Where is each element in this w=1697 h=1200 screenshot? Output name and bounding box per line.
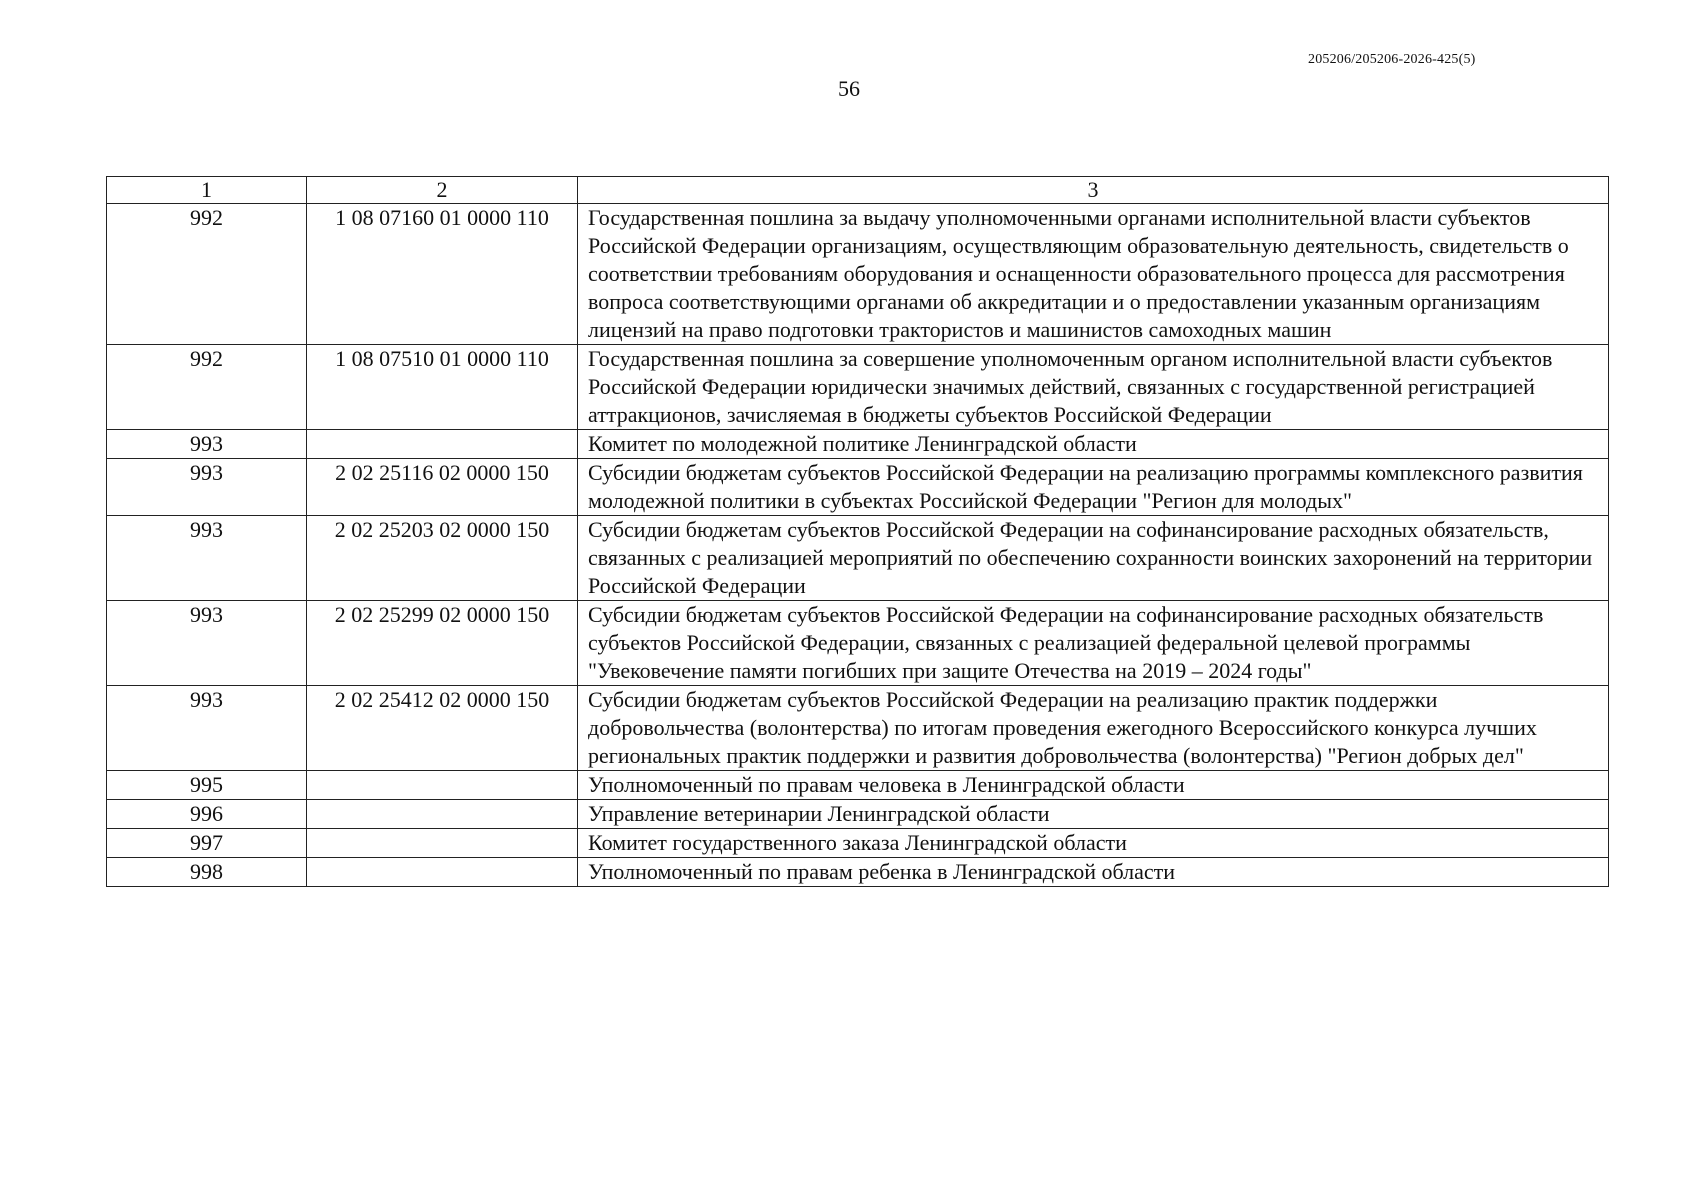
table-row xyxy=(107,516,1609,601)
table-row xyxy=(107,430,1609,459)
table-row xyxy=(107,800,1609,829)
admin-code-cell: 993 xyxy=(107,686,307,771)
budget-code-cell xyxy=(307,800,578,829)
name-cell: Субсидии бюджетам субъектов Российской Федерации на реализацию программы комплексного развития молодежной политики в субъектах Российской Федерации "Регион для молодых" xyxy=(578,459,1609,516)
document-id: 205206/205206-2026-425(5) xyxy=(1308,52,1476,67)
budget-code-cell: 2 02 25116 02 0000 150 xyxy=(307,459,578,516)
page-number: 56 xyxy=(838,76,860,101)
name-cell: Уполномоченный по правам ребенка в Ленинградской области xyxy=(578,858,1609,887)
admin-code-cell: 996 xyxy=(107,800,307,829)
table-row xyxy=(107,459,1609,516)
budget-code-cell: 2 02 25203 02 0000 150 xyxy=(307,516,578,601)
budget-code-cell xyxy=(307,430,578,459)
budget-code-cell: 1 08 07510 01 0000 110 xyxy=(307,345,578,430)
name-cell: Субсидии бюджетам субъектов Российской Федерации на софинансирование расходных обязательств, связанных с реализацией мероприятий по обеспечению сохранности воинских захоронений на территории Российской Федерации xyxy=(578,516,1609,601)
admin-code-cell: 993 xyxy=(107,601,307,686)
name-cell: Государственная пошлина за совершение уполномоченным органом исполнительной власти субъектов Российской Федерации юридически значимых действий, связанных с государственной регистрацией аттракционов, зачисляемая в бюджеты субъектов Российской Федерации xyxy=(578,345,1609,430)
budget-code-cell: 1 08 07160 01 0000 110 xyxy=(307,204,578,345)
table-row xyxy=(107,858,1609,887)
table-row xyxy=(107,601,1609,686)
admin-code-cell: 997 xyxy=(107,829,307,858)
admin-code-cell: 995 xyxy=(107,771,307,800)
column-header-3: 3 xyxy=(578,177,1609,204)
table-header-row xyxy=(107,177,1609,204)
admin-code-cell: 993 xyxy=(107,516,307,601)
name-cell: Комитет государственного заказа Ленинградской области xyxy=(578,829,1609,858)
table-row xyxy=(107,829,1609,858)
table-row xyxy=(107,771,1609,800)
name-cell: Государственная пошлина за выдачу уполномоченными органами исполнительной власти субъектов Российской Федерации организациям, осуществляющим образовательную деятельность, свидетельств о соответствии требованиям оборудования и оснащенности образовательного процесса для рассмотрения вопроса соответствующими органами об аккредитации и о предоставлении указанным организациям лицензий на право подготовки трактористов и машинистов самоходных машин xyxy=(578,204,1609,345)
column-header-1: 1 xyxy=(107,177,307,204)
budget-codes-table xyxy=(106,176,1609,887)
admin-code-cell: 993 xyxy=(107,459,307,516)
budget-code-cell: 2 02 25412 02 0000 150 xyxy=(307,686,578,771)
admin-code-cell: 992 xyxy=(107,345,307,430)
table-row xyxy=(107,204,1609,345)
name-cell: Уполномоченный по правам человека в Ленинградской области xyxy=(578,771,1609,800)
admin-code-cell: 993 xyxy=(107,430,307,459)
budget-code-cell xyxy=(307,858,578,887)
admin-code-cell: 992 xyxy=(107,204,307,345)
budget-code-cell xyxy=(307,771,578,800)
name-cell: Субсидии бюджетам субъектов Российской Федерации на реализацию практик поддержки добровольчества (волонтерства) по итогам проведения ежегодного Всероссийского конкурса лучших региональных практик поддержки и развития добровольчества (волонтерства) "Регион добрых дел" xyxy=(578,686,1609,771)
budget-code-cell: 2 02 25299 02 0000 150 xyxy=(307,601,578,686)
table-row xyxy=(107,345,1609,430)
column-header-2: 2 xyxy=(307,177,578,204)
name-cell: Комитет по молодежной политике Ленинградской области xyxy=(578,430,1609,459)
admin-code-cell: 998 xyxy=(107,858,307,887)
table-row xyxy=(107,686,1609,771)
budget-code-cell xyxy=(307,829,578,858)
name-cell: Субсидии бюджетам субъектов Российской Федерации на софинансирование расходных обязательств субъектов Российской Федерации, связанных с реализацией федеральной целевой программы "Увековечение памяти погибших при защите Отечества на 2019 – 2024 годы" xyxy=(578,601,1609,686)
name-cell: Управление ветеринарии Ленинградской области xyxy=(578,800,1609,829)
